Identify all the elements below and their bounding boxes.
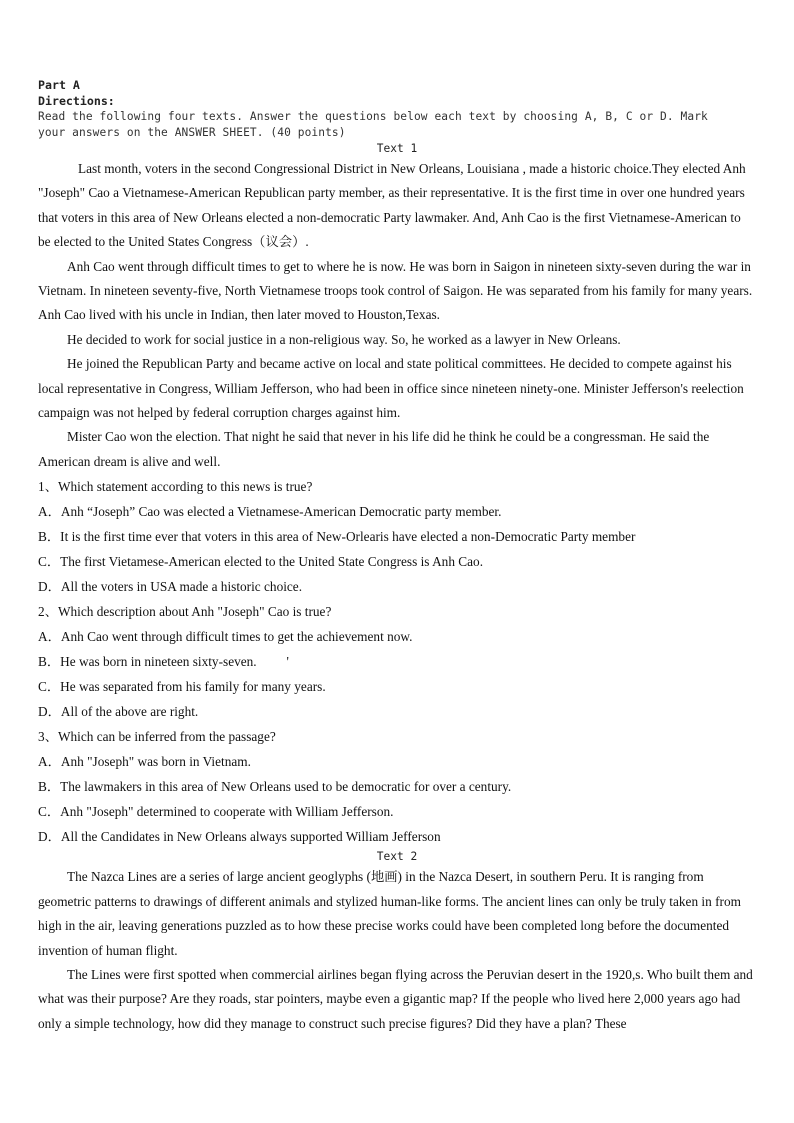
directions-label: Directions: <box>38 94 115 108</box>
directions-line-2: your answers on the ANSWER SHEET. (40 points) <box>38 126 346 139</box>
text-2-section <box>38 849 756 1036</box>
answer-option[interactable]: D．All the Candidates in New Orleans always supported William Jefferson <box>38 829 441 845</box>
exam-page <box>38 77 756 1036</box>
question-stem: 3、Which can be inferred from the passage? <box>38 729 276 745</box>
text-2-paragraph: The Nazca Lines are a series of large ancient geoglyphs (地画) in the Nazca Desert, in southern Peru. It is ranging from geometric patterns to drawings of different animals and stylized human-like forms. The ancient lines can only be truly taken in from high in the air, leaving generations puzzled as to how these precise works could have been completed long before the documented invention of human flight. <box>38 869 741 958</box>
text-1-section <box>38 141 756 849</box>
answer-option[interactable]: D．All of the above are right. <box>38 704 199 720</box>
directions-line-1: Read the following four texts. Answer the questions below each text by choosing A, B, C or D. Mark <box>38 110 708 123</box>
text-1-paragraph: Last month, voters in the second Congressional District in New Orleans, Louisiana , made a historic choice.They elected Anh "Joseph" Cao a Vietnamese-American Republican party member, as their representative. It is the first time in over one hundred years that voters in this area of New Orleans elected a non-democratic Party lawmaker. And, Anh Cao is the first Vietnamese-American to be elected to the United States Congress（议会）. <box>38 161 746 250</box>
answer-option[interactable]: B．The lawmakers in this area of New Orleans used to be democratic for over a century. <box>38 779 512 795</box>
answer-option[interactable]: B．It is the first time ever that voters in this area of New-Orlearis have elected a non-Democratic Party member <box>38 529 636 545</box>
text-1-title: Text 1 <box>376 142 418 155</box>
text-1-paragraph: Mister Cao won the election. That night he said that never in his life did he think he could be a congressman. He said the American dream is alive and well. <box>38 429 710 469</box>
answer-option[interactable]: A．Anh "Joseph" was born in Vietnam. <box>38 754 251 770</box>
answer-option[interactable]: D．All the voters in USA made a historic choice. <box>38 579 303 595</box>
answer-option[interactable]: C．The first Vietamese-American elected to the United State Congress is Anh Cao. <box>38 554 484 570</box>
question-stem: 2、Which description about Anh "Joseph" Cao is true? <box>38 604 332 620</box>
answer-option[interactable]: C．Anh "Joseph" determined to cooperate with William Jefferson. <box>38 804 394 820</box>
question-stem: 1、Which statement according to this news is true? <box>38 479 313 495</box>
question-2 <box>38 599 756 724</box>
answer-option[interactable]: A．Anh Cao went through difficult times to get the achievement now. <box>38 629 413 645</box>
text-1-paragraph: Anh Cao went through difficult times to get to where he is now. He was born in Saigon in nineteen sixty-seven during the war in Vietnam. In nineteen seventy-five, North Vietnamese troops took control of Saigon. He was separated from his family for many years. Anh Cao lived with his uncle in Indian, then later moved to Houston,Texas. <box>38 258 753 323</box>
answer-option[interactable]: A．Anh “Joseph” Cao was elected a Vietnamese-American Democratic party member. <box>38 504 502 520</box>
text-2-paragraph: The Lines were first spotted when commercial airlines began flying across the Peruvian desert in the 1920,s. Who built them and what was their purpose? Are they roads, star pointers, maybe even a gigantic map? If the people who lived here 2,000 years ago had only a simple technology, how did they manage to construct such precise figures? Did they have a plan? These <box>38 966 753 1031</box>
answer-option[interactable]: B．He was born in nineteen sixty-seven. ' <box>38 654 289 670</box>
answer-option[interactable]: C．He was separated from his family for many years. <box>38 679 326 695</box>
text-1-paragraph: He joined the Republican Party and became active on local and state political committees. He decided to compete against his local representative in Congress, William Jefferson, who had been in office since nineteen ninety-one. Minister Jefferson's reelection campaign was not helped by federal corruption charges against him. <box>38 356 744 421</box>
question-1 <box>38 474 756 599</box>
text-2-title: Text 2 <box>376 850 418 864</box>
question-3 <box>38 724 756 849</box>
part-heading: Part A <box>38 78 80 92</box>
text-1-paragraph: He decided to work for social justice in a non-religious way. So, he worked as a lawyer in New Orleans. <box>67 331 621 347</box>
